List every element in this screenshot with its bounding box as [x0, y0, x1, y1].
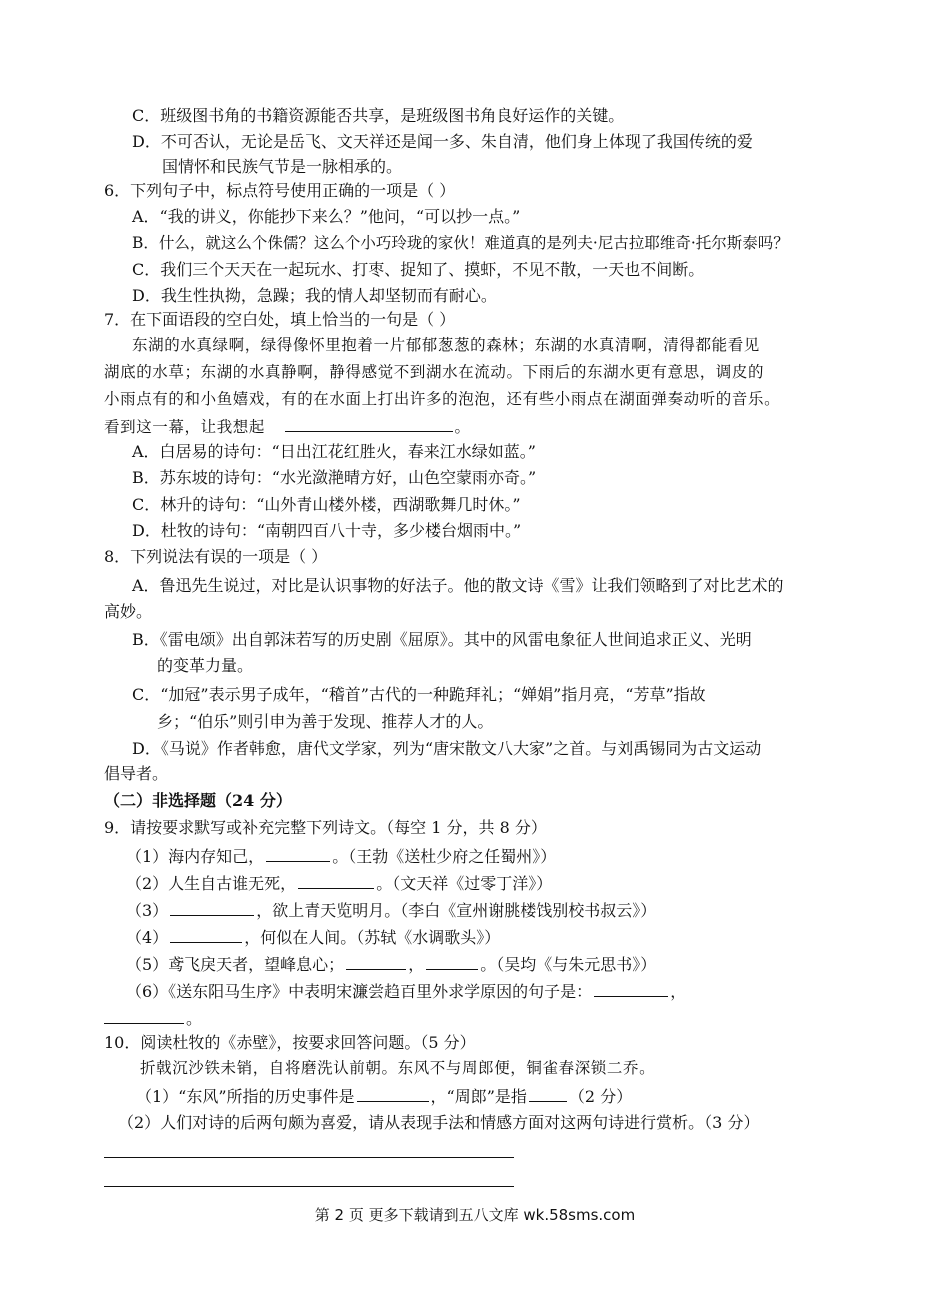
q7-option-c: C．林升的诗句：“山外青山楼外楼，西湖歌舞几时休。” — [132, 495, 521, 514]
q9-item-3 — [126, 899, 656, 921]
q9-item-6-blank-a[interactable] — [594, 980, 668, 997]
q8-option-d-line2: 倡导者。 — [104, 764, 169, 783]
q9-item-2-source: 。（文天祥《过零丁洋》） — [376, 874, 553, 893]
q9-item-1-text: （1）海内存知己， — [126, 847, 265, 866]
q7-option-a: A．白居易的诗句：“日出江花红胜火，春来江水绿如蓝。” — [132, 442, 536, 461]
q8-option-c-line2: 乡；“伯乐”则引申为善于发现、推荐人才的人。 — [157, 712, 494, 731]
q7-passage-line3: 小雨点有的和小鱼嬉戏，有的在水面上打出许多的泡泡，还有些小雨点在湖面弹奏动听的音乐。 — [104, 390, 781, 408]
q6-option-c: C．我们三个天天在一起玩水、打枣、捉知了、摸虾，不见不散，一天也不间断。 — [132, 260, 705, 279]
q9-item-3-num: （3） — [126, 901, 169, 920]
q9-item-1-blank[interactable] — [266, 845, 330, 862]
q8-option-b-line2: 的变革力量。 — [157, 656, 254, 675]
q10-poem: 折戟沉沙铁未销，自将磨洗认前朝。东风不与周郎便，铜雀春深锁二乔。 — [140, 1059, 656, 1077]
q6-option-a: A．“我的讲义，你能抄下来么？”他问，“可以抄一点。” — [132, 207, 521, 226]
q10-sub-1 — [136, 1085, 632, 1107]
q5-option-d-line2: 国情怀和民族气节是一脉相承的。 — [162, 157, 403, 176]
q9-item-2 — [126, 872, 552, 894]
q7-option-d: D．杜牧的诗句：“南朝四百八十寺，多少楼台烟雨中。” — [132, 521, 522, 540]
q9-item-4 — [126, 926, 500, 948]
q9-item-6-text: （6）《送东阳马生序》中表明宋濂尝趋百里外求学原因的句子是： — [126, 982, 593, 1001]
q10-sub-1-text: （1）“东风”所指的历史事件是 — [136, 1087, 355, 1106]
q9-item-6 — [126, 980, 686, 1002]
page-footer: 第 2 页 更多下载请到五八文库 wk.58sms.com — [314, 1206, 636, 1224]
q8-stem: 8．下列说法有误的一项是（ ） — [104, 547, 328, 566]
q10-sub-1-score: （2 分） — [568, 1087, 633, 1106]
q7-answer-blank[interactable] — [285, 415, 453, 432]
q9-item-6-blank-b[interactable] — [104, 1007, 184, 1024]
q7-passage-line1: 东湖的水真绿啊，绿得像怀里抱着一片郁郁葱葱的森林；东湖的水真清啊，清得都能看见 — [132, 336, 760, 354]
q9-item-5-blank-a[interactable] — [346, 953, 406, 970]
q7-stem: 7．在下面语段的空白处，填上恰当的一句是（ ） — [104, 310, 456, 329]
q8-option-a-line1: A．鲁迅先生说过，对比是认识事物的好法子。他的散文诗《雪》让我们领略到了对比艺术的 — [132, 576, 784, 595]
q8-option-d-line1: D．《马说》作者韩愈，唐代文学家，列为“唐宋散文八大家”之首。与刘禹锡同为古文运动 — [132, 739, 762, 758]
q9-item-1-source: 。（王勃《送杜少府之任蜀州》） — [332, 847, 557, 866]
q9-item-1 — [126, 845, 556, 867]
q7-passage-line4 — [104, 415, 471, 437]
q9-item-6-end: 。 — [186, 1009, 203, 1028]
q10-sub-1-mid: ，“周郎”是指 — [430, 1087, 527, 1106]
q10-sub-1-blank-a[interactable] — [357, 1085, 429, 1102]
q6-stem: 6．下列句子中，标点符号使用正确的一项是（ ） — [104, 181, 456, 200]
section-2-title: （二）非选择题（24 分） — [104, 791, 292, 810]
q9-item-5-comma: ， — [408, 955, 425, 974]
q9-item-6-cont — [104, 1007, 202, 1029]
q7-passage-text: 看到这一幕，让我想起 — [104, 418, 266, 436]
q6-option-b: B．什么，就这么个侏儒？这么个小巧玲珑的家伙！难道真的是列夫·尼古拉耶维奇·托尔斯泰吗？ — [132, 234, 789, 252]
q9-item-4-blank[interactable] — [170, 926, 242, 943]
q8-option-a-line2: 高妙。 — [104, 602, 153, 621]
q7-passage-line2: 湖底的水草；东湖的水真静啊，静得感觉不到湖水在流动。下雨后的东湖水更有意思，调皮的 — [104, 363, 765, 381]
q7-option-b: B．苏东坡的诗句：“水光潋滟晴方好，山色空蒙雨亦奇。” — [132, 468, 537, 487]
q8-option-b-line1: B．《雷电颂》出自郭沫若写的历史剧《屈原》。其中的风雷电象征人世间追求正义、光明 — [132, 630, 752, 649]
q9-item-6-comma: ， — [670, 982, 687, 1001]
q8-option-c-line1: C．“加冠”表示男子成年，“稽首”古代的一种跪拜礼；“婵娟”指月亮，“芳草”指故 — [132, 685, 706, 704]
q9-item-3-text: ，欲上青天览明月。（李白《宣州谢朓楼饯别校书叔云》） — [256, 901, 657, 920]
q9-item-4-num: （4） — [126, 928, 169, 947]
q9-item-2-text: （2）人生自古谁无死， — [126, 874, 297, 893]
q9-item-5-blank-b[interactable] — [426, 953, 478, 970]
q5-option-c: C．班级图书角的书籍资源能否共享，是班级图书角良好运作的关键。 — [132, 106, 625, 125]
answer-line-2[interactable] — [104, 1186, 514, 1187]
q9-stem: 9．请按要求默写或补充完整下列诗文。（每空 1 分，共 8 分） — [104, 818, 547, 837]
q5-option-d-line1: D．不可否认，无论是岳飞、文天祥还是闻一多、朱自清，他们身上体现了我国传统的爱 — [132, 132, 753, 151]
q10-stem: 10．阅读杜牧的《赤壁》，按要求回答问题。（5 分） — [104, 1033, 476, 1052]
q9-item-5-source: 。（吴均《与朱元思书》） — [480, 955, 657, 974]
q10-sub-1-blank-b[interactable] — [529, 1085, 567, 1102]
q6-option-d: D．我生性执拗，急躁；我的情人却坚韧而有耐心。 — [132, 286, 497, 305]
q9-item-5-text: （5）鸢飞戾天者，望峰息心； — [126, 955, 345, 974]
q9-item-3-blank[interactable] — [170, 899, 254, 916]
q9-item-5 — [126, 953, 656, 975]
q10-sub-2: （2）人们对诗的后两句颇为喜爱，请从表现手法和情感方面对这两句诗进行赏析。（3 分） — [118, 1113, 760, 1132]
q9-item-2-blank[interactable] — [298, 872, 374, 889]
q9-item-4-text: ，何似在人间。（苏轼《水调歌头》） — [244, 928, 501, 947]
answer-line-1[interactable] — [104, 1157, 514, 1158]
q7-passage-end: 。 — [454, 418, 471, 436]
